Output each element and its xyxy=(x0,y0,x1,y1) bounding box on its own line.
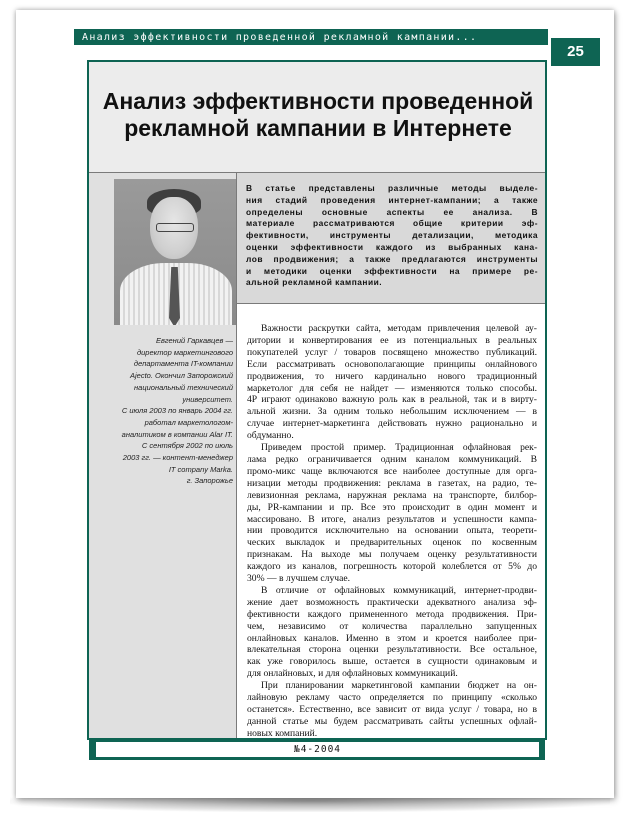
body-line: продвижения, то ничего кардинально нового традиционный xyxy=(247,370,537,382)
body-line: признакам. На выходе мы получаем оценку результативности xyxy=(247,549,537,561)
body-line: как уже говорилось выше, остается в сущности одинаковым и xyxy=(247,656,537,668)
caption-line: аналитиком в компании Alar IT. xyxy=(121,429,233,439)
body-line: влекательная сторона оценки результативности. Все остальное, xyxy=(247,644,537,656)
author-caption xyxy=(96,335,233,487)
caption-line: Ajecto. Окончил Запорожский xyxy=(129,371,233,381)
lead-line: фективности, инструменты детализации, методика xyxy=(246,230,538,241)
body-line: промо-микс чаще включаются все наиболее доступные для орга- xyxy=(247,465,537,477)
caption-line: директор маркетингового xyxy=(136,347,233,357)
body-line: При планировании маркетинговой кампании бюджет на он- xyxy=(261,680,537,692)
body-line: В отличие от офлайновых коммуникаций, интернет-продви- xyxy=(261,584,537,596)
caption-line: департамента IT-компании xyxy=(133,359,233,369)
body-line: покупателей услуг / товаров посвящено множество публикаций. xyxy=(247,346,537,358)
caption-line: работал маркетологом- xyxy=(144,417,233,427)
body-line: ческих выкладок и предварительных оценок по косвенным xyxy=(247,537,537,549)
body-line: чем, независимо от количества параллельно запущенных xyxy=(247,620,537,632)
caption-line: университет. xyxy=(182,394,233,404)
caption-line: 2003 гг. — контент-менеджер xyxy=(122,453,233,463)
body-line: низации методы продвижения: реклама в газетах, на радио, те- xyxy=(247,477,537,489)
author-photo xyxy=(114,179,236,325)
issue-number: №4-2004 xyxy=(293,744,342,755)
body-line: новых компаний. xyxy=(247,727,318,739)
body-line: маркетолог для себя не найдет — изменяются только способы. xyxy=(247,382,537,394)
caption-line: С сентября 2002 по июль xyxy=(141,441,233,451)
caption-line: С июля 2003 по январь 2004 гг. xyxy=(121,406,233,416)
article-body xyxy=(247,323,537,740)
body-line: Приведем простой пример. Традиционная офлайновая рек- xyxy=(261,442,537,454)
body-line: альной жизни. За одним только небольшим исключением — в xyxy=(247,406,537,418)
article-title xyxy=(92,88,544,142)
body-line: каждого из каналов, погрешность которой колеблется от 5% до xyxy=(247,561,537,573)
body-line: онлайновых каналов. Именно в этом и кроется наиболее при- xyxy=(247,632,537,644)
lead-line: ния стадий проведения интернет-кампании; а также xyxy=(246,194,538,205)
body-line: левизионная реклама, наружная реклама на транспорте, билбор- xyxy=(247,489,537,501)
body-line: нии проводится исключительно на основании опыта, теорети- xyxy=(247,525,537,537)
body-line: Если рассматривать основополагающие принципы онлайнового xyxy=(247,358,537,370)
lead-line: и методики оценки эффективности на примере ре- xyxy=(246,265,538,276)
lead-line: В статье представлены различные методы выделе- xyxy=(246,183,538,193)
body-line: массировано. В итоге, анализ результатов и успешности кампа- xyxy=(247,513,537,525)
body-line: останется». Естественно, все зависит от вида услуг / товара, но в xyxy=(247,704,537,715)
body-line: лайновую рекламу часто определяется по принципу «сколько xyxy=(247,692,537,704)
body-line: 30% — в лучшем случае. xyxy=(247,573,351,585)
page-number: 25 xyxy=(567,43,584,60)
lead-line: материале рассматриваются общие критерии эф- xyxy=(246,218,538,229)
body-line: 4P играют одинаково важную роль как в реальной, так и в вирту- xyxy=(247,394,537,406)
lead-line: определены основные аспекты ее анализа. В xyxy=(246,206,538,217)
caption-line: Евгений Гаркавцев — xyxy=(155,336,233,345)
running-header-title: Анализ эффективности проведенной рекламной кампании... xyxy=(82,32,478,43)
photo-glasses xyxy=(156,223,194,232)
lead-line: альной рекламной кампании. xyxy=(246,277,383,288)
body-line: Важности раскрутки сайта, методам привлечения целевой ау- xyxy=(261,323,537,334)
body-line: лама редко ограничивается одним каналом коммуникаций. В xyxy=(247,453,537,465)
body-line: для онлайновых, и для офлайновых коммуникаций. xyxy=(247,668,458,680)
caption-line: IT company Marka. xyxy=(168,464,233,474)
body-line: случае интернет-маркетинга действовать нужно рационально и xyxy=(247,418,537,430)
body-line: данной статье мы будем рассматривать сайты успешных офлай- xyxy=(247,715,537,727)
article-title-line: Анализ эффективности проведенной xyxy=(102,88,534,114)
body-line: обдуманно. xyxy=(247,430,294,442)
article-title-line: рекламной кампании в Интернете xyxy=(124,115,512,141)
body-line: ды, PR-кампании и пр. Все это происходит в один момент и xyxy=(247,501,537,513)
body-line: жение дает возможность практически адекватного анализа эф- xyxy=(247,596,537,608)
body-line: дитории и конвертирования ее из потенциальных в реальных xyxy=(247,334,537,346)
caption-line: национальный технический xyxy=(134,382,233,392)
caption-line: г. Запорожье xyxy=(186,476,233,486)
article-lead xyxy=(246,183,538,289)
lead-line: лов продвижения; а также предлагаются инструменты xyxy=(246,253,538,264)
lead-line: оценки эффективности каждого из выбранных кана- xyxy=(246,241,538,252)
body-line: фективности каждого примененного метода продвижения. При- xyxy=(247,608,537,620)
